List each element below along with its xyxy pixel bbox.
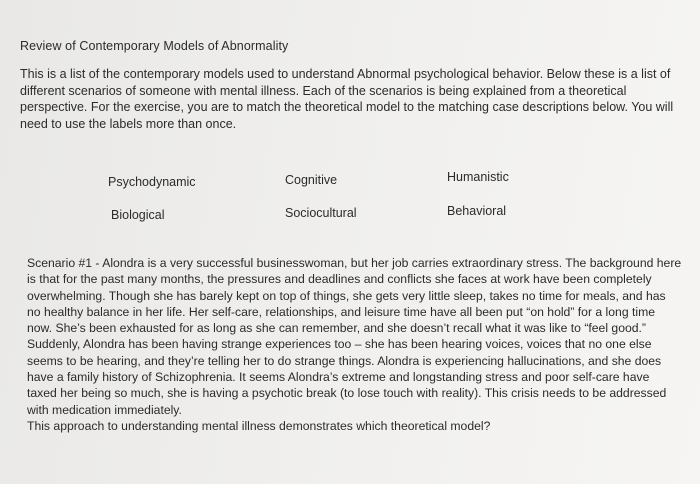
intro-line: This is a list of the contemporary models used to understand Abnormal psychological behavior. Below these is a list of: [20, 67, 671, 81]
scenario-paragraph: [27, 255, 682, 434]
model-label-biological: Biological: [111, 208, 165, 222]
intro-line: different scenarios of someone with mental illness. Each of the scenarios is being explained from a theoretical: [20, 83, 627, 98]
scenario-line: taxed her being so much, she is having a psychotic break (to lose touch with reality). This crisis needs to be addressed: [27, 386, 667, 401]
scenario-line: is that for the past many months, the pressures and deadlines and conflicts she faces at work have been completely: [27, 272, 652, 287]
scenario-line: seems to be hearing, and they’re telling her to do strange things. Alondra is experiencing hallucinations, and she does: [27, 353, 662, 368]
scenario-line: have a family history of Schizophrenia. It seems Alondra’s extreme and longstanding stress and poor self-care have: [27, 370, 650, 385]
scenario-question: This approach to understanding mental illness demonstrates which theoretical model?: [27, 418, 491, 433]
scenario-line: now. She’s been exhausted for as long as she can remember, and she doesn’t recall what it was like to “feel good.”: [27, 321, 646, 336]
intro-line: perspective. For the exercise, you are to match the theoretical model to the matching case descriptions below. You will: [20, 100, 674, 115]
scenario-line: Suddenly, Alondra has been having strange experiences too – she has been hearing voices, voices that no one else: [27, 337, 652, 352]
model-label-humanistic: Humanistic: [447, 170, 509, 184]
model-label-sociocultural: Sociocultural: [285, 206, 357, 220]
intro-paragraph: [20, 66, 680, 132]
scenario-line: Scenario #1 - Alondra is a very successful businesswoman, but her job carries extraordinary stress. The background here: [27, 256, 682, 270]
model-label-cognitive: Cognitive: [285, 173, 338, 187]
intro-line: need to use the labels more than once.: [20, 116, 237, 131]
model-label-psychodynamic: Psychodynamic: [108, 175, 196, 189]
scenario-line: no healthy balance in her life. Her self-care, relationships, and leisure time have all been put “on hold” for a long time: [27, 304, 656, 319]
scenario-line: with medication immediately.: [27, 402, 182, 417]
document-heading: Review of Contemporary Models of Abnormality: [20, 39, 289, 53]
scenario-line: overwhelming. Though she has barely kept on top of things, she gets very little sleep, takes no time for meals, and has: [27, 288, 666, 303]
model-label-behavioral: Behavioral: [447, 204, 507, 218]
